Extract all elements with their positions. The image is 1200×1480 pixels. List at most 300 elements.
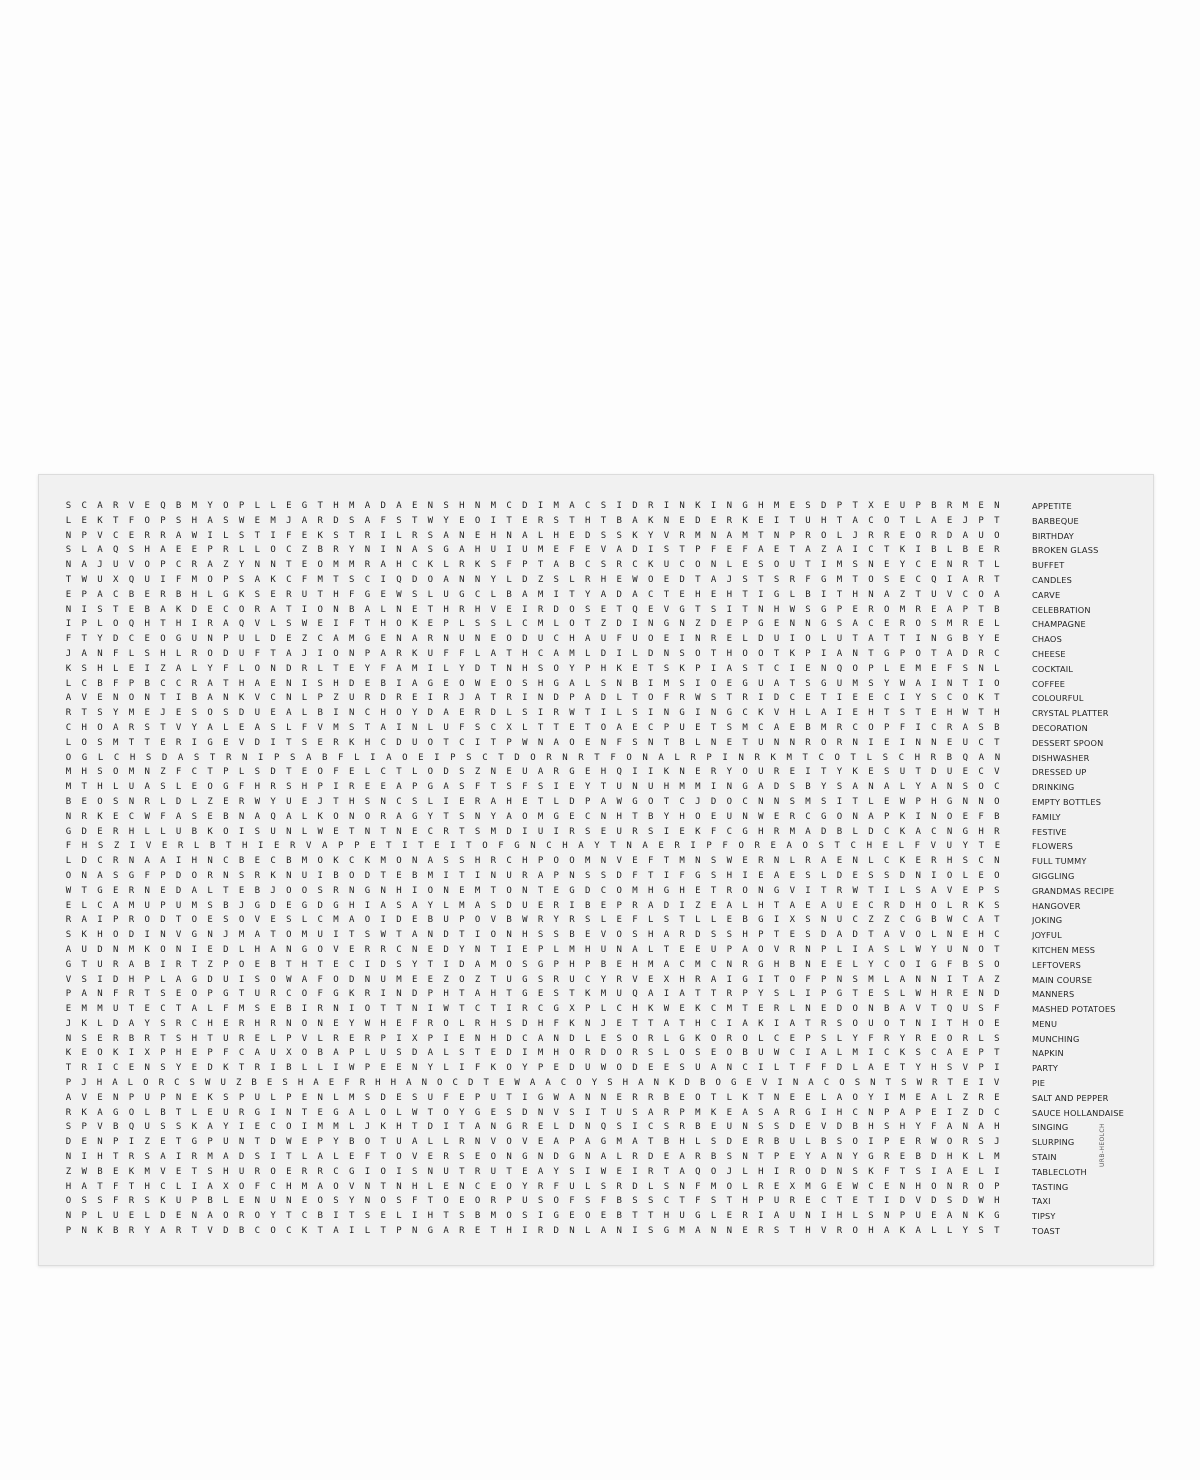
grid-letter: O [616,885,622,896]
grid-letter: A [175,663,182,674]
grid-letter: C [679,560,685,571]
grid-letter: F [443,648,449,659]
grid-letter: T [802,752,808,763]
grid-letter: R [191,560,198,571]
grid-letter: A [789,1018,795,1029]
grid-letter: M [301,856,308,867]
grid-letter: A [978,1122,984,1133]
grid-letter: E [144,708,150,719]
grid-letter: W [773,1048,780,1059]
word-list-item: SAUCE HOLLANDAISE [1032,1107,1125,1118]
grid-letter: E [459,1092,465,1103]
grid-letter: P [81,530,87,541]
grid-letter: P [223,574,229,585]
grid-letter: T [537,560,544,571]
grid-letter: R [553,767,559,778]
grid-letter: T [758,530,764,541]
grid-letter: T [97,1181,103,1192]
grid-letter: S [522,1211,528,1222]
grid-letter: T [270,930,276,941]
grid-letter: H [160,648,166,659]
grid-letter: O [553,663,559,674]
grid-letter: E [883,796,890,807]
grid-letter: O [626,752,632,763]
grid-letter: E [616,959,622,970]
grid-letter: E [97,1092,103,1103]
grid-letter: B [317,1048,323,1059]
grid-letter: T [710,1092,717,1103]
grid-letter: R [868,604,874,615]
grid-letter: E [317,1107,323,1118]
grid-letter: F [175,767,182,778]
grid-letter: H [459,501,465,511]
grid-letter: E [474,1152,481,1163]
grid-letter: E [537,900,544,911]
grid-letter: C [616,1004,622,1015]
grid-letter: A [868,634,874,645]
grid-letter: I [821,589,827,600]
grid-letter: C [97,900,103,911]
grid-letter: E [821,959,827,970]
grid-letter: O [946,870,953,881]
grid-letter: D [396,737,402,748]
grid-letter: I [805,885,811,896]
grid-letter: C [710,1004,717,1015]
grid-letter: G [65,826,72,837]
grid-letter: O [553,856,559,867]
grid-letter: J [726,574,733,585]
grid-letter: L [742,1166,748,1177]
grid-letter: W [411,1107,418,1118]
grid-letter: A [931,1092,937,1103]
grid-letter: L [112,663,119,674]
grid-letter: E [726,545,733,556]
grid-letter: L [97,1211,103,1222]
grid-letter: N [758,604,764,615]
grid-letter: X [506,722,512,733]
grid-letter: N [585,1092,591,1103]
grid-letter: E [396,1063,402,1074]
grid-letter: L [333,1092,339,1103]
grid-letter: B [317,1211,323,1222]
grid-letter: W [349,1063,355,1074]
grid-letter: A [175,811,182,822]
grid-letter: K [899,1048,906,1059]
grid-letter: T [679,1196,685,1207]
grid-letter: C [396,944,402,955]
grid-letter: T [443,811,449,822]
grid-letter: N [710,560,717,571]
grid-letter: T [427,604,434,615]
grid-letter: U [144,1092,150,1103]
grid-letter: E [380,782,386,793]
grid-letter: W [144,811,150,822]
grid-letter: N [411,1004,418,1015]
grid-letter: P [207,545,213,556]
grid-letter: N [443,634,449,645]
grid-letter: I [301,604,308,615]
grid-letter: S [506,1107,512,1118]
grid-letter: N [396,545,402,556]
grid-letter: A [679,989,685,1000]
grid-letter: S [270,722,276,733]
grid-letter: M [97,1004,103,1015]
grid-letter: H [522,930,528,941]
grid-letter: R [616,560,622,571]
grid-letter: E [411,826,418,837]
grid-letter: S [632,708,638,719]
grid-letter: S [632,1196,638,1207]
grid-letter: I [506,545,512,556]
grid-letter: M [396,974,402,985]
grid-letter: S [773,1226,780,1237]
grid-letter: N [286,826,292,837]
grid-letter: T [994,693,1000,704]
grid-letter: U [349,693,355,704]
grid-letter: N [946,1181,953,1192]
grid-letter: Z [600,619,607,630]
grid-letter: W [695,693,701,704]
grid-letter: C [537,648,544,659]
grid-letter: G [758,959,764,970]
grid-letter: E [459,1033,465,1044]
grid-letter: N [411,1226,418,1237]
grid-letter: G [742,782,748,793]
grid-letter: S [160,1122,166,1133]
grid-letter: O [852,1004,858,1015]
grid-letter: G [553,811,559,822]
grid-letter: Y [427,900,434,911]
grid-letter: S [710,693,717,704]
grid-letter: A [160,1152,166,1163]
grid-row [63,558,1003,573]
grid-letter: J [852,530,858,541]
grid-letter: W [899,678,906,689]
grid-letter: L [238,545,245,556]
grid-letter: I [553,782,559,793]
grid-letter: H [490,1033,497,1044]
grid-letter: E [427,944,434,955]
grid-letter: I [883,885,890,896]
grid-letter: S [600,501,607,511]
grid-letter: I [852,944,858,955]
grid-letter: I [805,767,811,778]
grid-letter: E [962,989,969,1000]
grid-letter: F [474,782,481,793]
grid-letter: I [946,1107,953,1118]
grid-letter: L [569,574,575,585]
grid-letter: H [915,1181,921,1192]
grid-letter: P [427,1033,434,1044]
grid-letter: R [932,1078,938,1089]
grid-letter: V [490,604,497,615]
grid-letter: T [223,885,229,896]
grid-letter: D [522,1018,528,1029]
grid-letter: W [427,515,434,526]
grid-row [63,1017,1003,1032]
grid-letter: R [238,1033,245,1044]
grid-letter: N [254,1196,261,1207]
grid-letter: G [522,989,528,1000]
grid-letter: N [459,1181,465,1192]
grid-letter: D [411,989,418,1000]
grid-letter: L [175,782,182,793]
grid-letter: R [868,530,874,541]
word-list-item: FAMILY [1032,811,1061,822]
grid-letter: U [396,1137,402,1148]
grid-letter: F [349,589,355,600]
grid-letter: S [616,1033,622,1044]
grid-letter: B [207,1196,213,1207]
grid-letter: F [223,1048,229,1059]
grid-letter: S [836,782,843,793]
grid-letter: G [821,811,827,822]
grid-letter: B [128,1033,135,1044]
grid-letter: H [914,752,921,763]
grid-letter: A [474,989,481,1000]
grid-letter: T [474,1048,481,1059]
grid-letter: Y [223,1122,229,1133]
grid-letter: O [789,974,795,985]
grid-letter: L [364,1048,371,1059]
grid-letter: N [286,1196,292,1207]
grid-letter: Z [333,693,339,704]
grid-letter: A [65,944,72,955]
grid-letter: N [836,974,843,985]
grid-letter: M [349,560,355,571]
grid-letter: S [506,782,512,793]
grid-letter: O [899,959,906,970]
grid-letter: L [97,1018,103,1029]
grid-letter: S [490,619,497,630]
grid-letter: Z [537,574,544,585]
grid-letter: U [223,1137,229,1148]
grid-letter: S [522,678,528,689]
grid-letter: F [301,574,308,585]
grid-letter: A [81,560,87,571]
grid-letter: O [726,1181,733,1192]
grid-letter: T [490,885,497,896]
grid-letter: U [726,1122,733,1133]
grid-letter: B [380,678,386,689]
grid-letter: E [191,1092,198,1103]
grid-letter: D [270,767,276,778]
word-list-item: EMPTY BOTTLES [1032,796,1102,807]
grid-letter: B [209,841,216,852]
grid-letter: Z [695,900,701,911]
grid-letter: A [553,648,559,659]
grid-letter: I [522,826,528,837]
grid-letter: S [679,648,685,659]
grid-letter: N [994,501,1000,511]
grid-letter: M [569,648,575,659]
grid-letter: U [616,782,622,793]
grid-letter: R [632,900,638,911]
grid-letter: D [789,1122,795,1133]
grid-letter: T [994,1048,1000,1059]
grid-letter: L [710,915,717,926]
grid-letter: E [301,796,308,807]
grid-letter: E [899,530,906,541]
grid-letter: R [742,959,748,970]
grid-letter: A [773,1107,780,1118]
grid-letter: U [238,648,245,659]
grid-letter: R [65,915,72,926]
grid-letter: H [223,1166,229,1177]
grid-letter: P [380,1033,386,1044]
grid-letter: G [663,1226,670,1237]
grid-letter: A [805,826,811,837]
grid-letter: N [191,1211,198,1222]
grid-letter: S [931,693,937,704]
grid-letter: A [386,752,392,763]
grid-letter: D [931,1152,937,1163]
grid-letter: E [600,1211,607,1222]
grid-letter: D [553,693,559,704]
grid-letter: R [380,811,386,822]
grid-letter: M [490,501,497,511]
grid-letter: M [616,1137,622,1148]
grid-letter: D [695,515,701,526]
grid-letter: R [364,944,371,955]
grid-letter: I [821,648,827,659]
grid-letter: A [380,722,386,733]
grid-letter: Y [663,811,670,822]
grid-letter: K [317,530,323,541]
grid-letter: S [191,708,198,719]
grid-letter: G [569,1152,575,1163]
grid-letter: W [443,1004,449,1015]
grid-letter: E [191,1048,198,1059]
grid-letter: T [994,1226,1000,1237]
grid-letter: Y [600,974,607,985]
grid-letter: O [647,796,654,807]
grid-letter: N [821,915,827,926]
grid-letter: O [207,782,213,793]
grid-letter: A [978,752,985,763]
grid-letter: D [459,959,465,970]
grid-letter: S [301,737,308,748]
grid-letter: U [490,1092,497,1103]
grid-letter: H [65,1181,72,1192]
grid-letter: E [726,619,733,630]
grid-letter: T [834,841,840,852]
grid-letter: R [254,1166,261,1177]
grid-letter: V [946,885,953,896]
grid-letter: R [537,915,544,926]
grid-letter: C [97,856,103,867]
grid-letter: W [916,1078,922,1089]
grid-letter: A [301,515,308,526]
grid-letter: S [317,885,323,896]
grid-row [63,825,1003,840]
grid-letter: V [946,589,953,600]
grid-letter: N [506,530,512,541]
grid-letter: B [931,501,937,511]
grid-letter: U [220,1078,226,1089]
grid-letter: T [490,737,497,748]
grid-letter: E [852,1196,858,1207]
grid-letter: I [585,1107,591,1118]
grid-letter: S [852,1166,858,1177]
grid-letter: U [647,782,654,793]
grid-letter: U [238,1166,245,1177]
grid-letter: N [97,989,103,1000]
grid-letter: D [600,648,607,659]
grid-letter: O [585,1211,591,1222]
grid-letter: Y [459,663,465,674]
grid-row [63,780,1003,795]
grid-letter: U [411,737,418,748]
grid-letter: D [962,1196,969,1207]
grid-letter: N [569,870,575,881]
grid-letter: Y [962,841,969,852]
grid-letter: N [931,811,937,822]
grid-letter: S [773,1122,780,1133]
grid-letter: T [632,811,638,822]
grid-letter: U [616,1107,622,1118]
grid-letter: I [663,870,670,881]
grid-letter: D [380,1092,386,1103]
grid-letter: P [994,1181,1000,1192]
grid-letter: P [522,560,528,571]
grid-letter: A [270,604,276,615]
grid-letter: A [81,648,87,659]
grid-letter: O [238,1181,245,1192]
grid-letter: V [994,767,1000,778]
grid-letter: P [915,796,921,807]
grid-letter: R [537,515,544,526]
grid-letter: O [695,560,701,571]
grid-letter: L [81,545,87,556]
grid-letter: O [836,811,843,822]
grid-letter: W [522,915,528,926]
grid-letter: O [97,1048,103,1059]
grid-letter: R [553,974,559,985]
grid-letter: A [821,1048,827,1059]
grid-letter: C [679,796,685,807]
grid-letter: T [466,841,472,852]
grid-letter: R [474,796,481,807]
grid-letter: N [569,1226,575,1237]
grid-letter: G [364,589,371,600]
grid-letter: O [994,530,1000,541]
grid-letter: A [396,782,402,793]
grid-letter: L [270,1033,276,1044]
grid-letter: T [207,1033,213,1044]
grid-letter: P [553,959,559,970]
grid-letter: G [223,782,229,793]
grid-letter: I [632,767,638,778]
grid-letter: R [364,989,371,1000]
grid-letter: E [328,1078,335,1089]
grid-letter: R [978,1092,984,1103]
grid-letter: D [695,930,701,941]
grid-letter: S [144,648,150,659]
grid-letter: H [191,515,198,526]
grid-letter: Z [899,589,906,600]
grid-letter: G [301,900,308,911]
grid-letter: N [223,870,229,881]
grid-letter: A [710,1063,717,1074]
grid-letter: L [301,1152,308,1163]
grid-letter: Y [443,515,449,526]
grid-letter: T [899,1166,906,1177]
grid-letter: E [411,915,418,926]
grid-letter: O [506,1137,512,1148]
grid-letter: Z [160,767,166,778]
grid-letter: N [642,752,648,763]
